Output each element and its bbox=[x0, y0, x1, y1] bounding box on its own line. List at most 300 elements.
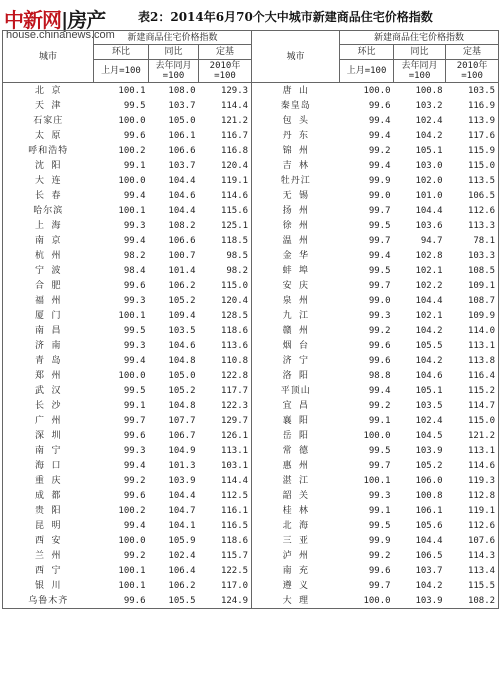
index-value-cell: 99.2 bbox=[368, 325, 391, 336]
index-value-cell: 104.6 bbox=[168, 190, 196, 201]
index-value-cell: 102.4 bbox=[415, 415, 443, 426]
index-value-cell: 118.6 bbox=[220, 325, 249, 336]
city-cell: 太 原 bbox=[3, 128, 94, 143]
index-value-cell: 113.1 bbox=[446, 338, 499, 353]
index-value-cell: 113.6 bbox=[220, 340, 249, 351]
index-value-cell: 115.5 bbox=[446, 578, 499, 593]
index-value-cell: 103.9 bbox=[168, 475, 196, 486]
index-value-cell: 104.2 bbox=[415, 325, 443, 336]
index-value-cell: 99.1 bbox=[123, 400, 146, 411]
index-value-cell: 99.9 bbox=[368, 535, 391, 546]
index-value-cell: 101.0 bbox=[415, 190, 443, 201]
city-cell: 常 德 bbox=[252, 443, 340, 458]
index-value-cell: 99.7 bbox=[368, 235, 391, 246]
city-cell: 温 州 bbox=[252, 233, 340, 248]
index-value-cell: 99.1 bbox=[368, 415, 391, 426]
city-cell: 烟 台 bbox=[252, 338, 340, 353]
table-row bbox=[3, 173, 499, 188]
index-value-cell: 104.7 bbox=[168, 505, 196, 516]
city-cell: 宁 波 bbox=[3, 263, 94, 278]
mom-header-left: 环比 bbox=[94, 45, 149, 60]
index-value-cell: 119.1 bbox=[446, 503, 499, 518]
city-cell: 大 理 bbox=[252, 593, 340, 609]
index-value-cell: 104.4 bbox=[168, 205, 196, 216]
table-row bbox=[3, 323, 499, 338]
index-value-cell: 99.6 bbox=[368, 565, 391, 576]
city-cell: 湛 江 bbox=[252, 473, 340, 488]
index-value-cell: 121.2 bbox=[446, 428, 499, 443]
table-row bbox=[3, 383, 499, 398]
index-value-cell: 99.2 bbox=[368, 550, 391, 561]
city-cell: 杭 州 bbox=[3, 248, 94, 263]
index-value-cell: 99.5 bbox=[368, 520, 391, 531]
index-value-cell: 99.5 bbox=[123, 325, 146, 336]
city-cell: 南 京 bbox=[3, 233, 94, 248]
index-value-cell: 99.4 bbox=[368, 160, 391, 171]
index-value-cell: 121.2 bbox=[220, 115, 249, 126]
index-value-cell: 99.1 bbox=[368, 505, 391, 516]
index-value-cell: 118.5 bbox=[220, 235, 249, 246]
index-value-cell: 107.7 bbox=[168, 415, 196, 426]
city-cell: 平顶山 bbox=[252, 383, 340, 398]
index-value-cell: 113.4 bbox=[446, 563, 499, 578]
base-year-right: 2010年=100 bbox=[446, 60, 499, 83]
index-value-cell: 99.6 bbox=[123, 280, 146, 291]
logo-cn: 中新网 bbox=[4, 8, 61, 32]
index-value-cell: 98.2 bbox=[123, 250, 146, 261]
group-header-left: 新建商品住宅价格指数 bbox=[94, 31, 252, 45]
city-cell: 安 庆 bbox=[252, 278, 340, 293]
table-title: 表2：2014年6月70个大中城市新建商品住宅价格指数 bbox=[138, 10, 433, 24]
city-cell: 深 圳 bbox=[3, 428, 94, 443]
city-cell: 重 庆 bbox=[3, 473, 94, 488]
table-row bbox=[3, 158, 499, 173]
table-row bbox=[3, 503, 499, 518]
city-cell: 长 春 bbox=[3, 188, 94, 203]
table-row bbox=[3, 248, 499, 263]
index-value-cell: 103.5 bbox=[168, 325, 196, 336]
index-value-cell: 99.6 bbox=[368, 100, 391, 111]
index-value-cell: 104.4 bbox=[415, 535, 443, 546]
index-value-cell: 100.1 bbox=[118, 565, 146, 576]
index-value-cell: 104.4 bbox=[168, 175, 196, 186]
city-cell: 蚌 埠 bbox=[252, 263, 340, 278]
index-value-cell: 105.9 bbox=[168, 535, 196, 546]
yoy-base-right: 去年同月=100 bbox=[394, 60, 446, 83]
index-value-cell: 98.5 bbox=[226, 250, 249, 261]
city-cell: 吉 林 bbox=[252, 158, 340, 173]
yoy-header-left: 同比 bbox=[149, 45, 199, 60]
index-value-cell: 99.4 bbox=[368, 115, 391, 126]
city-cell: 福 州 bbox=[3, 293, 94, 308]
city-cell: 银 川 bbox=[3, 578, 94, 593]
city-cell: 哈尔滨 bbox=[3, 203, 94, 218]
index-value-cell: 101.4 bbox=[168, 265, 196, 276]
city-cell: 沈 阳 bbox=[3, 158, 94, 173]
index-value-cell: 104.2 bbox=[415, 130, 443, 141]
index-value-cell: 106.5 bbox=[446, 188, 499, 203]
index-value-cell: 106.0 bbox=[415, 475, 443, 486]
index-value-cell: 115.0 bbox=[446, 158, 499, 173]
index-value-cell: 102.8 bbox=[415, 250, 443, 261]
index-value-cell: 112.8 bbox=[446, 488, 499, 503]
index-value-cell: 113.3 bbox=[446, 218, 499, 233]
index-value-cell: 103.5 bbox=[446, 83, 499, 99]
index-value-cell: 105.2 bbox=[415, 460, 443, 471]
index-value-cell: 103.2 bbox=[415, 100, 443, 111]
city-cell: 北 京 bbox=[3, 83, 94, 99]
index-value-cell: 113.8 bbox=[446, 353, 499, 368]
index-value-cell: 116.4 bbox=[446, 368, 499, 383]
index-value-cell: 99.4 bbox=[123, 190, 146, 201]
index-value-cell: 99.9 bbox=[368, 175, 391, 186]
index-value-cell: 105.0 bbox=[168, 115, 196, 126]
city-cell: 武 汉 bbox=[3, 383, 94, 398]
index-value-cell: 129.3 bbox=[220, 85, 249, 96]
city-cell: 广 州 bbox=[3, 413, 94, 428]
index-value-cell: 99.3 bbox=[368, 490, 391, 501]
base-header-left: 定基 bbox=[199, 45, 252, 60]
index-value-cell: 108.2 bbox=[168, 220, 196, 231]
index-value-cell: 98.2 bbox=[226, 265, 249, 276]
index-value-cell: 105.0 bbox=[168, 370, 196, 381]
index-value-cell: 115.0 bbox=[220, 280, 249, 291]
index-value-cell: 103.7 bbox=[415, 565, 443, 576]
index-value-cell: 99.6 bbox=[123, 490, 146, 501]
index-value-cell: 99.3 bbox=[123, 220, 146, 231]
city-cell: 郑 州 bbox=[3, 368, 94, 383]
index-value-cell: 104.2 bbox=[415, 580, 443, 591]
index-value-cell: 109.4 bbox=[168, 310, 196, 321]
index-value-cell: 98.4 bbox=[123, 265, 146, 276]
index-value-cell: 119.1 bbox=[220, 175, 249, 186]
index-value-cell: 102.4 bbox=[415, 115, 443, 126]
index-value-cell: 106.2 bbox=[168, 580, 196, 591]
index-value-cell: 100.1 bbox=[118, 310, 146, 321]
city-cell: 桂 林 bbox=[252, 503, 340, 518]
index-value-cell: 105.2 bbox=[168, 295, 196, 306]
city-cell: 襄 阳 bbox=[252, 413, 340, 428]
table-row bbox=[3, 443, 499, 458]
table-row bbox=[3, 353, 499, 368]
base-year-left: 2010年=100 bbox=[199, 60, 252, 83]
table-row bbox=[3, 113, 499, 128]
table-row bbox=[3, 233, 499, 248]
index-value-cell: 105.1 bbox=[415, 385, 443, 396]
city-cell: 天 津 bbox=[3, 98, 94, 113]
index-value-cell: 100.0 bbox=[363, 85, 391, 96]
city-cell: 乌鲁木齐 bbox=[3, 593, 94, 609]
index-value-cell: 105.5 bbox=[415, 340, 443, 351]
table-row bbox=[3, 428, 499, 443]
index-value-cell: 112.6 bbox=[446, 203, 499, 218]
index-value-cell: 104.2 bbox=[415, 355, 443, 366]
index-value-cell: 103.6 bbox=[415, 220, 443, 231]
city-cell: 南 宁 bbox=[3, 443, 94, 458]
table-row bbox=[3, 188, 499, 203]
index-value-cell: 99.3 bbox=[123, 295, 146, 306]
index-value-cell: 98.8 bbox=[368, 370, 391, 381]
index-value-cell: 104.4 bbox=[415, 205, 443, 216]
mom-header-right: 环比 bbox=[340, 45, 394, 60]
index-value-cell: 104.5 bbox=[415, 430, 443, 441]
city-cell: 赣 州 bbox=[252, 323, 340, 338]
table-row bbox=[3, 578, 499, 593]
index-value-cell: 104.4 bbox=[415, 295, 443, 306]
table-row bbox=[3, 338, 499, 353]
index-value-cell: 99.0 bbox=[368, 190, 391, 201]
index-value-cell: 105.6 bbox=[415, 520, 443, 531]
index-value-cell: 103.7 bbox=[168, 160, 196, 171]
city-cell: 包 头 bbox=[252, 113, 340, 128]
index-value-cell: 115.2 bbox=[446, 383, 499, 398]
index-value-cell: 120.4 bbox=[220, 295, 249, 306]
index-value-cell: 99.7 bbox=[368, 580, 391, 591]
index-value-cell: 115.7 bbox=[220, 550, 249, 561]
city-cell: 洛 阳 bbox=[252, 368, 340, 383]
index-value-cell: 99.2 bbox=[368, 145, 391, 156]
city-cell: 上 海 bbox=[3, 218, 94, 233]
index-value-cell: 126.1 bbox=[220, 430, 249, 441]
index-value-cell: 109.9 bbox=[446, 308, 499, 323]
index-value-cell: 117.7 bbox=[220, 385, 249, 396]
city-cell: 厦 门 bbox=[3, 308, 94, 323]
city-cell: 无 锡 bbox=[252, 188, 340, 203]
index-value-cell: 99.4 bbox=[123, 520, 146, 531]
index-value-cell: 99.0 bbox=[368, 295, 391, 306]
index-value-cell: 114.6 bbox=[446, 458, 499, 473]
table-row bbox=[3, 473, 499, 488]
index-value-cell: 99.7 bbox=[368, 280, 391, 291]
city-cell: 扬 州 bbox=[252, 203, 340, 218]
table-row bbox=[3, 128, 499, 143]
table-row bbox=[3, 308, 499, 323]
index-value-cell: 122.5 bbox=[220, 565, 249, 576]
index-value-cell: 106.2 bbox=[168, 280, 196, 291]
index-value-cell: 105.5 bbox=[149, 593, 199, 609]
index-value-cell: 104.6 bbox=[168, 340, 196, 351]
index-value-cell: 102.1 bbox=[415, 310, 443, 321]
index-value-cell: 114.0 bbox=[446, 323, 499, 338]
index-value-cell: 115.9 bbox=[446, 143, 499, 158]
index-value-cell: 124.9 bbox=[199, 593, 252, 609]
city-cell: 秦皇岛 bbox=[252, 98, 340, 113]
index-value-cell: 106.7 bbox=[168, 430, 196, 441]
index-value-cell: 115.6 bbox=[220, 205, 249, 216]
index-value-cell: 112.6 bbox=[446, 518, 499, 533]
index-value-cell: 100.0 bbox=[118, 175, 146, 186]
mom-base-left: 上月=100 bbox=[94, 60, 149, 83]
index-value-cell: 100.2 bbox=[118, 145, 146, 156]
index-value-cell: 118.6 bbox=[220, 535, 249, 546]
table-row bbox=[3, 293, 499, 308]
index-value-cell: 108.2 bbox=[446, 593, 499, 609]
index-value-cell: 125.1 bbox=[220, 220, 249, 231]
logo-fc: |房产 bbox=[61, 8, 106, 32]
city-cell: 牡丹江 bbox=[252, 173, 340, 188]
city-cell: 呼和浩特 bbox=[3, 143, 94, 158]
city-cell: 金 华 bbox=[252, 248, 340, 263]
index-value-cell: 99.5 bbox=[123, 100, 146, 111]
index-value-cell: 99.5 bbox=[368, 445, 391, 456]
index-value-cell: 106.1 bbox=[168, 130, 196, 141]
index-value-cell: 103.5 bbox=[415, 400, 443, 411]
index-value-cell: 99.4 bbox=[368, 250, 391, 261]
index-value-cell: 115.0 bbox=[446, 413, 499, 428]
index-value-cell: 99.3 bbox=[368, 310, 391, 321]
index-value-cell: 99.2 bbox=[123, 550, 146, 561]
city-cell: 丹 东 bbox=[252, 128, 340, 143]
city-cell: 长 沙 bbox=[3, 398, 94, 413]
index-value-cell: 113.5 bbox=[446, 173, 499, 188]
city-cell: 岳 阳 bbox=[252, 428, 340, 443]
index-value-cell: 99.6 bbox=[368, 355, 391, 366]
city-cell: 济 南 bbox=[3, 338, 94, 353]
index-value-cell: 99.5 bbox=[123, 385, 146, 396]
index-value-cell: 100.0 bbox=[118, 370, 146, 381]
index-value-cell: 100.0 bbox=[363, 430, 391, 441]
table-row bbox=[3, 218, 499, 233]
city-cell: 青 岛 bbox=[3, 353, 94, 368]
city-cell: 西 宁 bbox=[3, 563, 94, 578]
index-value-cell: 117.0 bbox=[220, 580, 249, 591]
city-cell: 九 江 bbox=[252, 308, 340, 323]
city-cell: 成 都 bbox=[3, 488, 94, 503]
mom-base-right: 上月=100 bbox=[340, 60, 394, 83]
index-value-cell: 94.7 bbox=[420, 235, 443, 246]
index-value-cell: 116.7 bbox=[220, 130, 249, 141]
yoy-base-left: 去年同月=100 bbox=[149, 60, 199, 83]
city-cell: 徐 州 bbox=[252, 218, 340, 233]
index-value-cell: 106.1 bbox=[415, 505, 443, 516]
index-value-cell: 102.1 bbox=[415, 265, 443, 276]
index-value-cell: 128.5 bbox=[220, 310, 249, 321]
index-value-cell: 106.4 bbox=[168, 565, 196, 576]
index-value-cell: 106.6 bbox=[168, 145, 196, 156]
table-row bbox=[3, 143, 499, 158]
index-value-cell: 99.6 bbox=[94, 593, 149, 609]
index-value-cell: 99.4 bbox=[123, 235, 146, 246]
table-row bbox=[3, 518, 499, 533]
index-value-cell: 114.3 bbox=[446, 548, 499, 563]
index-value-cell: 122.8 bbox=[220, 370, 249, 381]
index-value-cell: 99.4 bbox=[368, 130, 391, 141]
city-cell: 宜 昌 bbox=[252, 398, 340, 413]
index-value-cell: 104.4 bbox=[168, 490, 196, 501]
city-cell: 海 口 bbox=[3, 458, 94, 473]
index-value-cell: 114.4 bbox=[220, 100, 249, 111]
index-value-cell: 100.1 bbox=[118, 580, 146, 591]
index-value-cell: 100.7 bbox=[168, 250, 196, 261]
index-value-cell: 104.6 bbox=[415, 370, 443, 381]
index-value-cell: 116.8 bbox=[220, 145, 249, 156]
index-value-cell: 99.6 bbox=[368, 340, 391, 351]
index-value-cell: 99.4 bbox=[368, 385, 391, 396]
table-row bbox=[3, 488, 499, 503]
index-value-cell: 109.1 bbox=[446, 278, 499, 293]
index-value-cell: 108.0 bbox=[168, 85, 196, 96]
index-value-cell: 99.6 bbox=[123, 430, 146, 441]
index-value-cell: 78.1 bbox=[446, 233, 499, 248]
index-value-cell: 99.3 bbox=[123, 340, 146, 351]
index-value-cell: 99.5 bbox=[368, 265, 391, 276]
table-row bbox=[3, 548, 499, 563]
index-value-cell: 108.7 bbox=[446, 293, 499, 308]
index-value-cell: 104.8 bbox=[168, 355, 196, 366]
index-value-cell: 114.7 bbox=[446, 398, 499, 413]
index-value-cell: 129.7 bbox=[220, 415, 249, 426]
index-value-cell: 99.7 bbox=[123, 415, 146, 426]
index-value-cell: 103.9 bbox=[415, 445, 443, 456]
index-value-cell: 108.5 bbox=[446, 263, 499, 278]
index-value-cell: 100.0 bbox=[118, 535, 146, 546]
table-row bbox=[3, 203, 499, 218]
city-cell: 大 连 bbox=[3, 173, 94, 188]
index-value-cell: 117.6 bbox=[446, 128, 499, 143]
table-row bbox=[3, 413, 499, 428]
city-cell: 北 海 bbox=[252, 518, 340, 533]
index-value-cell: 104.9 bbox=[168, 445, 196, 456]
logo-url: house.chinanews.com bbox=[6, 29, 115, 41]
table-row bbox=[3, 368, 499, 383]
index-value-cell: 102.2 bbox=[415, 280, 443, 291]
index-value-cell: 99.7 bbox=[368, 205, 391, 216]
index-value-cell: 116.5 bbox=[220, 520, 249, 531]
table-row bbox=[3, 98, 499, 113]
index-value-cell: 116.9 bbox=[446, 98, 499, 113]
index-value-cell: 100.8 bbox=[415, 490, 443, 501]
index-value-cell: 100.2 bbox=[118, 505, 146, 516]
table-row bbox=[3, 263, 499, 278]
base-header-right: 定基 bbox=[446, 45, 499, 60]
index-value-cell: 103.1 bbox=[220, 460, 249, 471]
table-row bbox=[3, 278, 499, 293]
city-cell: 遵 义 bbox=[252, 578, 340, 593]
index-value-cell: 106.6 bbox=[168, 235, 196, 246]
city-cell: 韶 关 bbox=[252, 488, 340, 503]
city-header-right: 城市 bbox=[252, 31, 340, 83]
index-value-cell: 100.1 bbox=[363, 475, 391, 486]
index-value-cell: 120.4 bbox=[220, 160, 249, 171]
index-value-cell: 105.2 bbox=[168, 385, 196, 396]
index-value-cell: 103.7 bbox=[168, 100, 196, 111]
city-header-left: 城市 bbox=[3, 31, 94, 83]
index-value-cell: 105.1 bbox=[415, 145, 443, 156]
city-cell: 昆 明 bbox=[3, 518, 94, 533]
index-value-cell: 112.5 bbox=[220, 490, 249, 501]
city-cell: 惠 州 bbox=[252, 458, 340, 473]
index-value-cell: 100.1 bbox=[118, 205, 146, 216]
table-row bbox=[3, 563, 499, 578]
index-value-cell: 99.3 bbox=[123, 445, 146, 456]
index-value-cell: 113.1 bbox=[446, 443, 499, 458]
city-cell: 兰 州 bbox=[3, 548, 94, 563]
city-cell: 石家庄 bbox=[3, 113, 94, 128]
city-cell: 济 宁 bbox=[252, 353, 340, 368]
index-value-cell: 114.4 bbox=[220, 475, 249, 486]
index-value-cell: 99.2 bbox=[123, 475, 146, 486]
city-cell: 泸 州 bbox=[252, 548, 340, 563]
index-value-cell: 99.4 bbox=[123, 355, 146, 366]
table-row bbox=[3, 398, 499, 413]
price-index-table bbox=[2, 30, 499, 609]
index-value-cell: 110.8 bbox=[220, 355, 249, 366]
city-cell: 泉 州 bbox=[252, 293, 340, 308]
index-value-cell: 116.1 bbox=[220, 505, 249, 516]
index-value-cell: 103.9 bbox=[394, 593, 446, 609]
yoy-header-right: 同比 bbox=[394, 45, 446, 60]
index-value-cell: 102.0 bbox=[415, 175, 443, 186]
